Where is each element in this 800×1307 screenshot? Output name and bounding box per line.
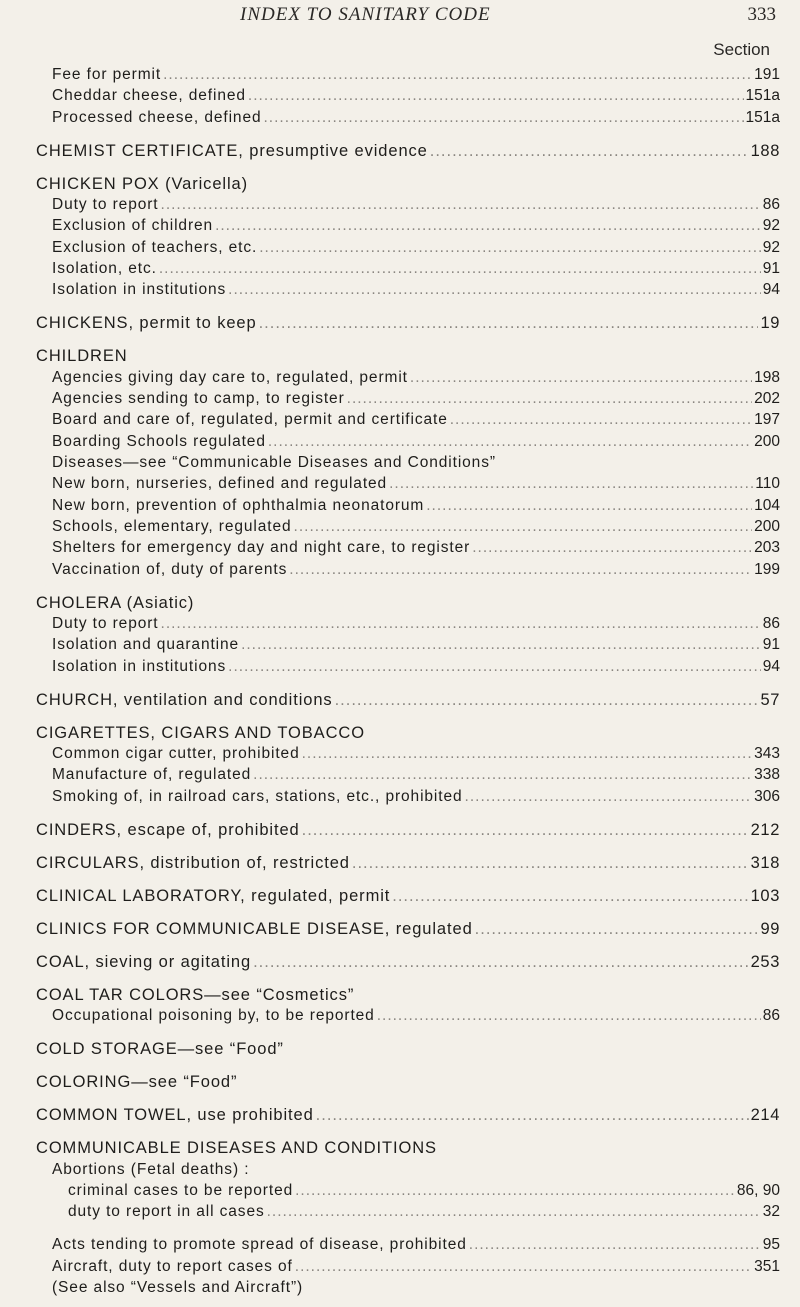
- entry-text: (See also “Vessels and Aircraft”): [52, 1279, 304, 1296]
- entry-text: CLINICAL LABORATORY, regulated, permit: [36, 887, 391, 905]
- leader-dots: [228, 656, 761, 678]
- leader-dots: [253, 951, 749, 973]
- entry-text: Agencies giving day care to, regulated, permit: [52, 369, 408, 386]
- entry-text: Agencies sending to camp, to register: [52, 390, 345, 407]
- section-number: 92: [762, 217, 780, 234]
- section-number: 103: [750, 887, 780, 905]
- entry-text: Manufacture of, regulated: [52, 766, 252, 783]
- index-entry: [52, 431, 780, 453]
- entry-text: CIRCULARS, distribution of, restricted: [36, 854, 350, 872]
- leader-dots: [450, 409, 752, 431]
- index-entry: [52, 194, 780, 216]
- entry-text: CHOLERA (Asiatic): [36, 594, 195, 612]
- entry-text: CIGARETTES, CIGARS AND TOBACCO: [36, 724, 365, 742]
- section-number: 151a: [745, 87, 780, 104]
- index-entry: [36, 312, 780, 334]
- section-column-label: Section: [713, 40, 770, 59]
- leader-dots: [161, 613, 761, 635]
- index-entry: [52, 559, 780, 581]
- index-entry: [52, 409, 780, 431]
- index-entry: [52, 1159, 780, 1181]
- section-number: 94: [762, 658, 780, 675]
- entry-text: Board and care of, regulated, permit and certificate: [52, 411, 448, 428]
- entry-text: New born, nurseries, defined and regulated: [52, 475, 388, 492]
- section-number: 202: [754, 390, 780, 407]
- section-number: 57: [760, 691, 780, 709]
- index-entry: [52, 1256, 780, 1278]
- leader-dots: [289, 559, 752, 581]
- entry-text: Abortions (Fetal deaths) :: [52, 1161, 250, 1178]
- index-entry: [36, 918, 780, 940]
- entry-text: criminal cases to be reported: [68, 1182, 294, 1199]
- leader-dots: [294, 516, 753, 538]
- index-entry: [68, 1201, 780, 1223]
- entry-text: Boarding Schools regulated: [52, 433, 266, 450]
- page-number: 333: [747, 4, 776, 25]
- section-number: 151a: [745, 109, 780, 126]
- leader-dots: [159, 258, 761, 280]
- index-entry: [52, 107, 780, 129]
- entry-text: Shelters for emergency day and night care, to register: [52, 539, 471, 556]
- leader-dots: [267, 1201, 761, 1223]
- entry-text: CHILDREN: [36, 347, 128, 365]
- index-entry: [52, 634, 780, 656]
- index-entry: [52, 258, 780, 280]
- section-number: 110: [755, 475, 780, 492]
- leader-dots: [469, 1234, 761, 1256]
- section-number: 198: [754, 369, 780, 386]
- leader-dots: [259, 237, 761, 259]
- entry-text: Exclusion of teachers, etc.: [52, 239, 258, 256]
- leader-dots: [392, 885, 748, 907]
- entry-text: CINDERS, escape of, prohibited: [36, 821, 300, 839]
- index-entry: [36, 1104, 780, 1126]
- entry-text: Cheddar cheese, defined: [52, 87, 246, 104]
- leader-dots: [241, 634, 761, 656]
- section-number: 343: [754, 745, 780, 762]
- entry-text: Duty to report: [52, 615, 159, 632]
- section-number: 91: [762, 636, 780, 653]
- index-entry: [52, 64, 780, 86]
- index-entry: [52, 1234, 780, 1256]
- index-entry: [68, 1180, 780, 1202]
- leader-dots: [161, 194, 761, 216]
- index-entry: [36, 885, 780, 907]
- leader-dots: [302, 743, 753, 765]
- section-number: 351: [754, 1258, 780, 1275]
- leader-dots: [389, 473, 753, 495]
- index-entry: [36, 852, 780, 874]
- entry-text: Acts tending to promote spread of disease, prohibited: [52, 1236, 467, 1253]
- index-entry: [36, 689, 780, 711]
- leader-dots: [377, 1005, 761, 1027]
- section-number: 212: [750, 821, 780, 839]
- index-entry: [36, 592, 780, 614]
- entry-text: duty to report in all cases: [68, 1203, 265, 1220]
- entry-text: Common cigar cutter, prohibited: [52, 745, 300, 762]
- entry-text: Fee for permit: [52, 66, 162, 83]
- section-number: 86: [762, 615, 780, 632]
- entry-text: CHEMIST CERTIFICATE, presumptive evidence: [36, 142, 428, 160]
- entry-text: CHICKENS, permit to keep: [36, 314, 257, 332]
- section-number: 86: [762, 1007, 780, 1024]
- entry-text: Exclusion of children: [52, 217, 214, 234]
- index-entry: [36, 984, 780, 1006]
- entry-text: Isolation in institutions: [52, 658, 227, 675]
- section-number: 214: [750, 1106, 780, 1124]
- index-entry: [36, 1038, 780, 1060]
- index-entry: [52, 613, 780, 635]
- entry-text: Isolation and quarantine: [52, 636, 240, 653]
- leader-dots: [295, 1180, 735, 1202]
- leader-dots: [465, 786, 753, 808]
- leader-dots: [248, 85, 744, 107]
- leader-dots: [475, 918, 759, 940]
- leader-dots: [263, 107, 743, 129]
- index-entry: [52, 237, 780, 259]
- index-entry: [36, 1071, 780, 1093]
- index-entry: [52, 1005, 780, 1027]
- index-entry: [52, 388, 780, 410]
- index-entry: [52, 215, 780, 237]
- leader-dots: [316, 1104, 749, 1126]
- entry-text: COMMON TOWEL, use prohibited: [36, 1106, 314, 1124]
- leader-dots: [268, 431, 752, 453]
- index-entry: [52, 743, 780, 765]
- entry-text: Isolation, etc.: [52, 260, 157, 277]
- section-number: 32: [762, 1203, 780, 1220]
- index-entry: [52, 1277, 780, 1299]
- section-number: 191: [754, 66, 780, 83]
- entry-text: Diseases—see “Communicable Diseases and Conditions”: [52, 454, 496, 471]
- section-number: 86, 90: [736, 1182, 780, 1199]
- index-entry: [52, 367, 780, 389]
- leader-dots: [215, 215, 761, 237]
- section-number: 200: [754, 518, 780, 535]
- index-entry: [36, 345, 780, 367]
- entry-text: New born, prevention of ophthalmia neonatorum: [52, 497, 425, 514]
- index-entry: [36, 819, 780, 841]
- running-head: [240, 4, 800, 28]
- entry-text: CHICKEN POX (Varicella): [36, 175, 249, 193]
- index-entry: [52, 473, 780, 495]
- entry-text: Smoking of, in railroad cars, stations, etc., prohibited: [52, 788, 463, 805]
- index-entry: [36, 951, 780, 973]
- entry-text: Duty to report: [52, 196, 159, 213]
- index-entry: [52, 764, 780, 786]
- section-number: 92: [762, 239, 780, 256]
- section-number: 203: [754, 539, 780, 556]
- index-entry: [52, 495, 780, 517]
- section-number: 104: [754, 497, 780, 514]
- section-number: 197: [754, 411, 780, 428]
- running-title: INDEX TO SANITARY CODE: [240, 4, 491, 25]
- leader-dots: [347, 388, 752, 410]
- section-number: 91: [762, 260, 780, 277]
- section-number: 19: [760, 314, 780, 332]
- leader-dots: [430, 140, 749, 162]
- entry-text: COMMUNICABLE DISEASES AND CONDITIONS: [36, 1139, 437, 1157]
- leader-dots: [259, 312, 759, 334]
- entry-text: COLD STORAGE—see “Food”: [36, 1040, 284, 1058]
- entry-text: COLORING—see “Food”: [36, 1073, 238, 1091]
- leader-dots: [163, 64, 752, 86]
- index-entry: [52, 786, 780, 808]
- leader-dots: [472, 537, 752, 559]
- leader-dots: [253, 764, 752, 786]
- index-entry: [52, 85, 780, 107]
- index-entry: [52, 452, 780, 474]
- entry-text: CHURCH, ventilation and conditions: [36, 691, 333, 709]
- leader-dots: [410, 367, 752, 389]
- index-entry: [52, 516, 780, 538]
- section-number: 199: [754, 561, 780, 578]
- section-number: 94: [762, 281, 780, 298]
- entry-text: Occupational poisoning by, to be reported: [52, 1007, 375, 1024]
- index-entry: [36, 722, 780, 744]
- section-number: 253: [750, 953, 780, 971]
- index-entry: [36, 1137, 780, 1159]
- leader-dots: [335, 689, 759, 711]
- section-number: 99: [760, 920, 780, 938]
- entry-text: Aircraft, duty to report cases of: [52, 1258, 293, 1275]
- section-number: 306: [754, 788, 780, 805]
- index-entry: [36, 140, 780, 162]
- entry-text: CLINICS FOR COMMUNICABLE DISEASE, regulated: [36, 920, 473, 938]
- section-number: 188: [750, 142, 780, 160]
- leader-dots: [426, 495, 752, 517]
- entry-text: Isolation in institutions: [52, 281, 227, 298]
- index-entry: [36, 173, 780, 195]
- leader-dots: [228, 279, 761, 301]
- entry-text: Processed cheese, defined: [52, 109, 262, 126]
- leader-dots: [352, 852, 749, 874]
- section-number: 318: [750, 854, 780, 872]
- entry-text: Vaccination of, duty of parents: [52, 561, 288, 578]
- entry-text: COAL, sieving or agitating: [36, 953, 252, 971]
- section-number: 338: [754, 766, 780, 783]
- section-number: 86: [762, 196, 780, 213]
- entry-text: Schools, elementary, regulated: [52, 518, 292, 535]
- index-entry: [52, 537, 780, 559]
- section-number: 200: [754, 433, 780, 450]
- section-number: 95: [762, 1236, 780, 1253]
- entry-text: COAL TAR COLORS—see “Cosmetics”: [36, 986, 355, 1004]
- index-entry: [52, 279, 780, 301]
- leader-dots: [302, 819, 749, 841]
- index-entry: [52, 656, 780, 678]
- leader-dots: [295, 1256, 752, 1278]
